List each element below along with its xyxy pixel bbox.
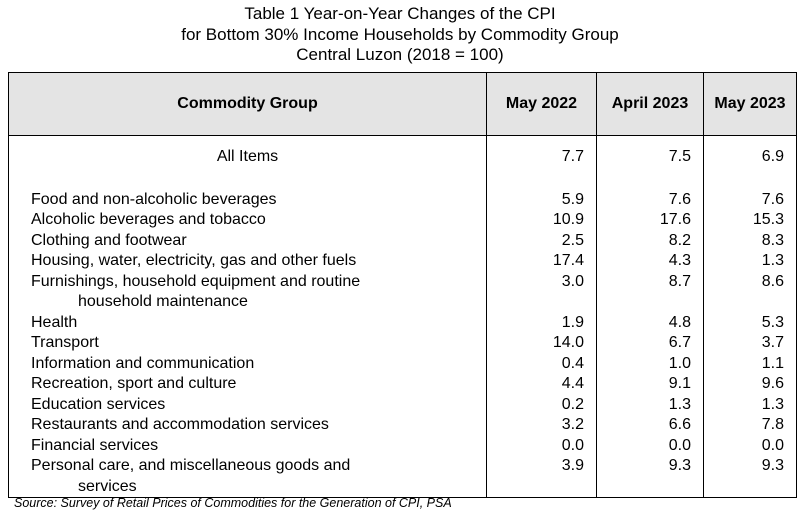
table-title (0, 4, 800, 66)
table-row (9, 231, 797, 252)
commodity-name (9, 190, 487, 211)
table-row (9, 456, 797, 498)
value-may-2022: 1.9 (487, 313, 597, 334)
value-april-2023: 7.6 (597, 190, 704, 211)
source-note: Source: Survey of Retail Prices of Commodities for the Generation of CPI, PSA (14, 496, 452, 510)
commodity-label: Personal care, and miscellaneous goods and (31, 457, 351, 474)
value-april-2023: 9.3 (597, 456, 704, 498)
all-items-april-2023: 7.5 (597, 136, 704, 190)
cpi-table (8, 72, 797, 498)
commodity-label: Health (31, 313, 78, 331)
title-line-2: for Bottom 30% Income Households by Commodity Group (181, 24, 619, 44)
header-may-2022: May 2022 (487, 73, 597, 136)
value-april-2023: 6.7 (597, 333, 704, 354)
commodity-name (9, 354, 487, 375)
value-may-2022: 14.0 (487, 333, 597, 354)
commodity-name (9, 231, 487, 252)
value-april-2023: 4.8 (597, 313, 704, 334)
all-items-may-2023: 6.9 (704, 136, 797, 190)
value-may-2023: 1.1 (704, 354, 797, 375)
value-april-2023: 8.2 (597, 231, 704, 252)
value-may-2023: 15.3 (704, 210, 797, 231)
value-may-2022: 0.0 (487, 436, 597, 457)
table-row (9, 374, 797, 395)
table-row (9, 251, 797, 272)
commodity-name (9, 313, 487, 334)
header-april-2023: April 2023 (597, 73, 704, 136)
value-may-2022: 17.4 (487, 251, 597, 272)
table-row (9, 210, 797, 231)
table-row (9, 395, 797, 416)
commodity-label: Financial services (31, 436, 159, 454)
header-row (9, 73, 797, 136)
commodity-name (9, 251, 487, 272)
value-may-2023: 9.6 (704, 374, 797, 395)
value-april-2023: 9.1 (597, 374, 704, 395)
header-commodity-group: Commodity Group (9, 73, 487, 136)
commodity-name (9, 333, 487, 354)
value-may-2023: 7.8 (704, 415, 797, 436)
all-items-row (9, 136, 797, 190)
commodity-label: Education services (31, 395, 166, 413)
commodity-label: Food and non-alcoholic beverages (31, 190, 277, 208)
title-line-3: Central Luzon (2018 = 100) (296, 45, 504, 64)
value-april-2023: 0.0 (597, 436, 704, 457)
value-april-2023: 17.6 (597, 210, 704, 231)
value-may-2022: 3.2 (487, 415, 597, 436)
value-may-2022: 0.2 (487, 395, 597, 416)
table-body (9, 136, 797, 498)
value-may-2023: 9.3 (704, 456, 797, 498)
all-items-may-2022: 7.7 (487, 136, 597, 190)
table-row (9, 415, 797, 436)
value-may-2023: 8.3 (704, 231, 797, 252)
value-may-2023: 3.7 (704, 333, 797, 354)
value-may-2023: 1.3 (704, 395, 797, 416)
commodity-label: Recreation, sport and culture (31, 375, 237, 392)
value-may-2023: 5.3 (704, 313, 797, 334)
commodity-label: Housing, water, electricity, gas and other fuels (31, 252, 357, 269)
value-april-2023: 1.0 (597, 354, 704, 375)
value-may-2023: 0.0 (704, 436, 797, 457)
value-may-2022: 4.4 (487, 374, 597, 395)
commodity-name (9, 395, 487, 416)
title-line-1: Table 1 Year-on-Year Changes of the CPI (244, 4, 556, 23)
commodity-name (9, 415, 487, 436)
value-may-2022: 0.4 (487, 354, 597, 375)
value-may-2022: 3.9 (487, 456, 597, 498)
value-april-2023: 6.6 (597, 415, 704, 436)
commodity-name (9, 374, 487, 395)
value-may-2023: 7.6 (704, 190, 797, 211)
commodity-label: Alcoholic beverages and tobacco (31, 211, 266, 228)
table-row (9, 436, 797, 457)
all-items-label: All Items (9, 136, 487, 190)
table-row (9, 333, 797, 354)
commodity-label: Clothing and footwear (31, 231, 187, 249)
table-row (9, 313, 797, 334)
commodity-label: Information and communication (31, 354, 255, 372)
value-april-2023: 8.7 (597, 272, 704, 313)
value-april-2023: 4.3 (597, 251, 704, 272)
value-may-2023: 1.3 (704, 251, 797, 272)
value-april-2023: 1.3 (597, 395, 704, 416)
commodity-name (9, 272, 487, 313)
commodity-name (9, 456, 487, 498)
commodity-name (9, 436, 487, 457)
table-row (9, 190, 797, 211)
value-may-2022: 10.9 (487, 210, 597, 231)
commodity-label-continued: household maintenance (78, 293, 248, 310)
table-row (9, 354, 797, 375)
value-may-2022: 5.9 (487, 190, 597, 211)
commodity-label-continued: services (78, 477, 137, 495)
value-may-2022: 3.0 (487, 272, 597, 313)
header-may-2023: May 2023 (704, 73, 797, 136)
value-may-2023: 8.6 (704, 272, 797, 313)
commodity-name (9, 210, 487, 231)
commodity-label: Furnishings, household equipment and routine (31, 272, 361, 290)
commodity-label: Restaurants and accommodation services (31, 416, 329, 433)
commodity-label: Transport (31, 334, 99, 351)
table-row (9, 272, 797, 313)
value-may-2022: 2.5 (487, 231, 597, 252)
